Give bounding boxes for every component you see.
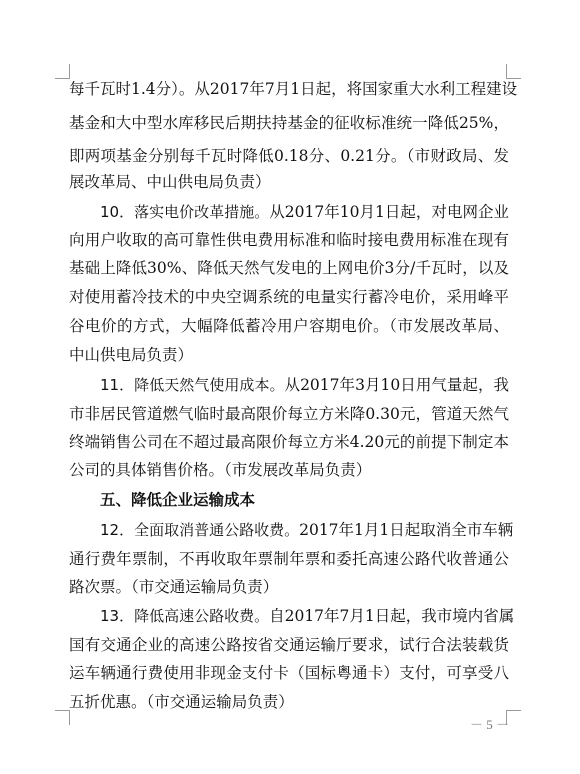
text-line: 即两项基金分别每千瓦时降低0.18分、0.21分。（市财政局、发 xyxy=(69,147,509,165)
text-line: 对使用蓄冷技术的中央空调系统的电量实行蓄冷电价，采用峰平 xyxy=(69,288,509,306)
crop-mark-top-right xyxy=(506,64,521,79)
item-13-first-line xyxy=(69,606,515,626)
section-heading: 五、降低企业运输成本 xyxy=(100,491,256,509)
text-line: 运车辆通行费使用非现金支付卡（国标粤通卡）支付，可享受八 xyxy=(69,664,509,682)
text-line: 五折优惠。（市交通运输局负责） xyxy=(69,693,294,711)
text-line: 公司的具体销售价格。（市发展改革局负责） xyxy=(69,461,372,479)
item-10-first-line xyxy=(69,202,509,222)
text-line: 每千瓦时1.4分）。从2017年7月1日起，将国家重大水利工程建设 xyxy=(69,80,518,98)
item-13-title: 13．降低高速公路收费。 xyxy=(100,607,270,625)
item-12-first-line xyxy=(69,520,514,540)
text-line: 展改革局、中山供电局负责） xyxy=(69,173,271,191)
crop-mark-top-left xyxy=(55,64,70,79)
item-11-title: 11．降低天然气使用成本。 xyxy=(100,376,285,394)
page-number: － 5 － xyxy=(470,717,510,732)
text-line: 市非居民管道燃气临时最高限价每立方米降0.30元，管道天然气 xyxy=(69,405,509,423)
text-line: 国有交通企业的高速公路按省交通运输厅要求，试行合法装载货 xyxy=(69,636,509,654)
item-12-text: 2017年1月1日起取消全市车辆 xyxy=(299,521,514,539)
item-12-title: 12．全面取消普通公路收费。 xyxy=(100,521,300,539)
text-line: 向用户收取的高可靠性供电费用标准和临时接电费用标准在现有 xyxy=(69,231,509,249)
text-line: 终端销售公司在不超过最高限价每立方米4.20元的前提下制定本 xyxy=(69,433,509,451)
text-line: 中山供电局负责） xyxy=(69,346,194,364)
text-line: 通行费年票制，不再收取年票制年票和委托高速公路代收普通公 xyxy=(69,550,509,568)
crop-mark-bottom-left xyxy=(55,710,70,725)
text-line: 谷电价的方式，大幅降低蓄冷用户容期电价。（市发展改革局、 xyxy=(69,317,509,335)
item-10-title: 10．落实电价改革措施。 xyxy=(100,203,270,221)
text-line: 基金和大中型水库移民后期扶持基金的征收标准统一降低25%， xyxy=(69,114,510,132)
item-11-first-line xyxy=(69,375,509,395)
item-13-text: 自2017年7月1日起，我市境内省属 xyxy=(269,607,515,625)
item-11-text: 从2017年3月10日用气量起，我 xyxy=(284,376,509,394)
text-line: 基础上降低30%、降低天然气发电的上网电价3分/千瓦时，以及 xyxy=(69,259,509,277)
text-line: 路次票。（市交通运输局负责） xyxy=(69,578,279,596)
item-10-text: 从2017年10月1日起，对电网企业 xyxy=(269,203,509,221)
